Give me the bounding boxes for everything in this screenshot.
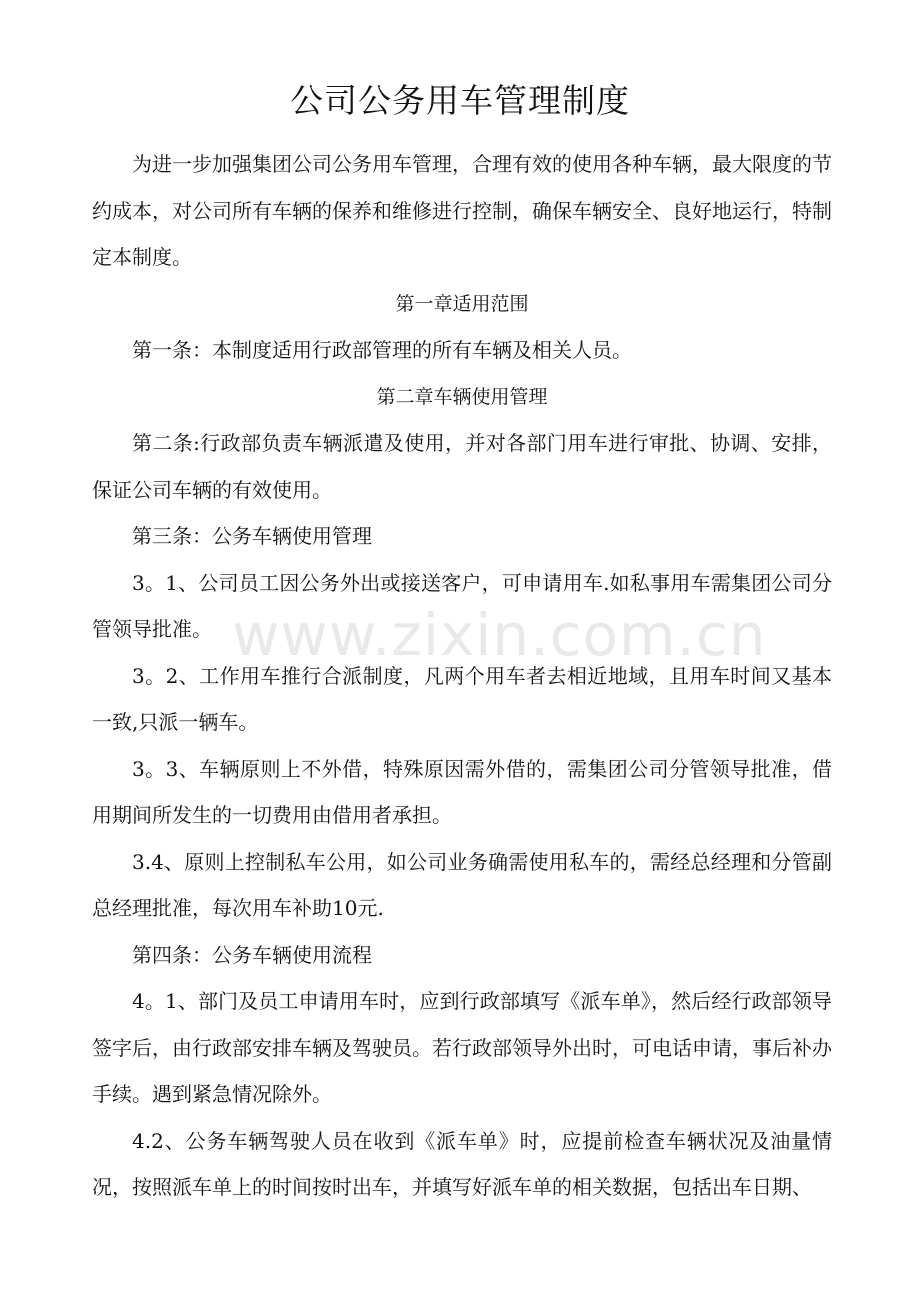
article-2: 第二条:行政部负责车辆派遣及使用，并对各部门用车进行审批、协调、安排，保证公司车辆的有效使用。 bbox=[92, 431, 832, 502]
clause-4-1: 4。1、部门及员工申请用车时，应到行政部填写《派车单》，然后经行政部领导签字后，由行政部安排车辆及驾驶员。若行政部领导外出时，可电话申请，事后补办手续。遇到紧急情况除外。 bbox=[92, 989, 832, 1106]
clause-4-2: 4.2、公务车辆驾驶人员在收到《派车单》时，应提前检查车辆状况及油量情况，按照派车单上的时间按时出车，并填写好派车单的相关数据，包括出车日期、 bbox=[92, 1128, 832, 1199]
clause-3-4: 3.4、原则上控制私车公用，如公司业务确需使用私车的，需经总经理和分管副总经理批准，每次用车补助10元. bbox=[92, 849, 832, 920]
article-4-heading: 第四条：公务车辆使用流程 bbox=[132, 942, 372, 967]
document-title: 公司公务用车管理制度 bbox=[290, 81, 630, 120]
article-3-heading: 第三条：公务车辆使用管理 bbox=[132, 524, 372, 548]
chapter-heading-1: 第一章适用范围 bbox=[395, 292, 529, 315]
watermark: www.zixin.com.cn bbox=[232, 601, 767, 669]
clause-3-1: 3。1、公司员工因公务外出或接送客户，可申请用车.如私事用车需集团公司分管领导批准。 bbox=[92, 570, 832, 641]
chapter-heading-2: 第二章车辆使用管理 bbox=[376, 385, 548, 408]
clause-3-2: 3。2、工作用车推行合派制度，凡两个用车者去相近地域，且用车时间又基本一致,只派一辆车。 bbox=[92, 663, 832, 734]
article-1: 第一条：本制度适用行政部管理的所有车辆及相关人员。 bbox=[132, 338, 632, 362]
document-body bbox=[92, 141, 832, 1211]
intro-paragraph: 为进一步加强集团公司公务用车管理，合理有效的使用各种车辆，最大限度的节约成本，对公司所有车辆的保养和维修进行控制，确保车辆安全、良好地运行，特制定本制度。 bbox=[92, 152, 832, 269]
clause-3-3: 3。3、车辆原则上不外借，特殊原因需外借的，需集团公司分管领导批准，借用期间所发生的一切费用由借用者承担。 bbox=[92, 756, 832, 827]
